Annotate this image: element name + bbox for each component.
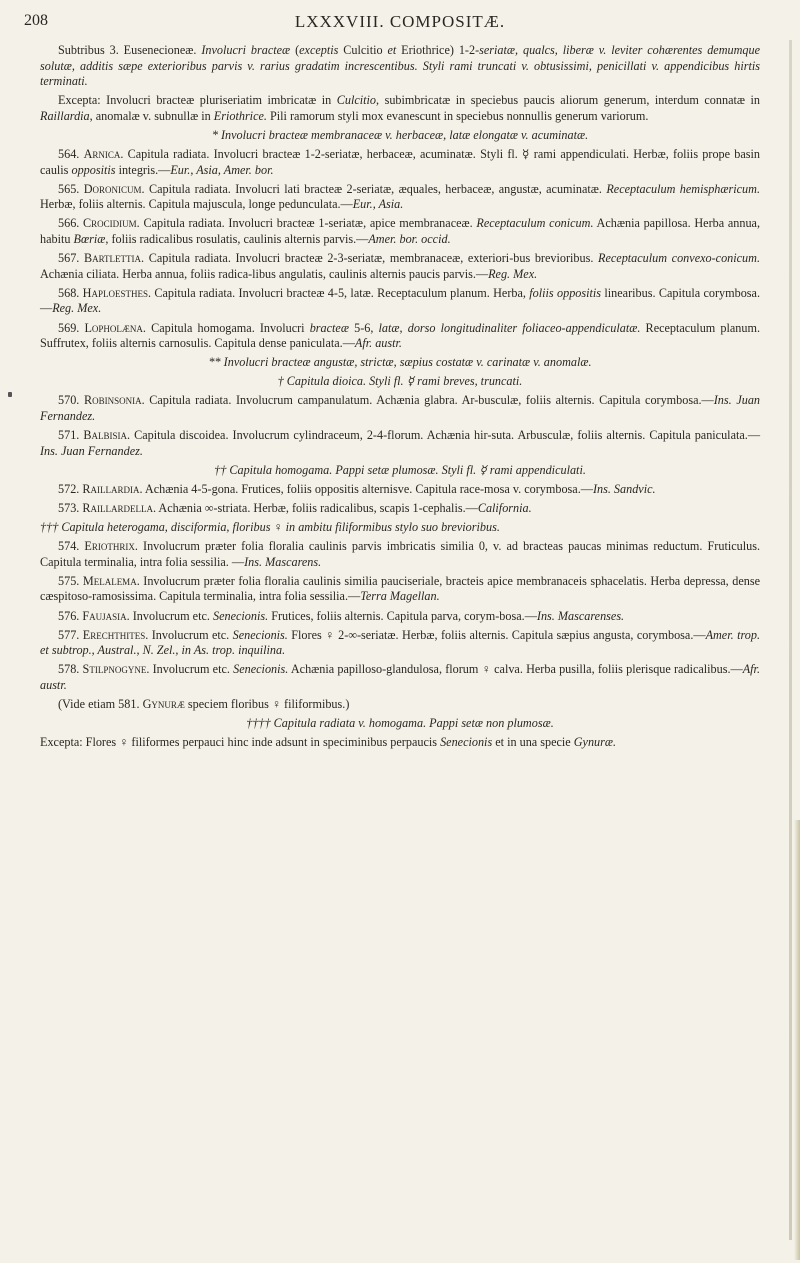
italic-text: latæ, dorso longitudinaliter foliaceo-appendiculatæ.	[378, 320, 641, 335]
genus-name: Faujasia.	[82, 608, 130, 623]
italic-text: Ins. Juan Fernandez.	[40, 393, 761, 423]
paragraph	[40, 147, 760, 178]
italic-text: Receptaculum conicum.	[476, 216, 594, 231]
italic-text: bracteæ	[309, 320, 349, 335]
paragraph	[40, 182, 760, 213]
section-heading	[40, 355, 760, 371]
text-run: linearibus. Capitula corymbosa.—	[40, 285, 760, 316]
text-run: Capitula radiata. Involucri bracteæ 4-5, latæ. Receptaculum planum. Herba,	[151, 285, 530, 300]
text-run: Involucrum etc.	[129, 608, 213, 623]
text-run: (Vide etiam 581.	[58, 696, 143, 711]
section-heading	[40, 716, 760, 732]
italic-text: Senecionis.	[232, 627, 288, 642]
running-title: LXXXVIII. COMPOSITÆ.	[294, 12, 506, 31]
genus-name: Gynuræ	[142, 696, 185, 711]
paragraph	[40, 93, 760, 124]
paragraph	[40, 393, 760, 424]
paragraph	[40, 482, 760, 498]
italic-text: † Capitula dioica. Styli fl. ☿ rami breves, truncati.	[277, 374, 523, 389]
genus-name: Eriothrix.	[84, 539, 138, 554]
paragraph	[40, 501, 760, 517]
italic-text: Raillardia	[40, 108, 90, 123]
italic-text: Afr. austr.	[40, 662, 760, 692]
text-run: Culcitio	[338, 43, 388, 57]
italic-text: Ins. Mascarenses.	[536, 608, 625, 623]
paragraph	[40, 216, 760, 247]
italic-text: Involucri bracteæ	[201, 43, 291, 57]
text-run: 573.	[58, 500, 83, 515]
paragraph	[40, 251, 760, 282]
italic-text: Ins. Mascarens.	[244, 554, 322, 569]
genus-name: Raillardia.	[82, 481, 143, 496]
paragraph	[40, 735, 760, 751]
text-run: Capitula homogama. Involucri	[145, 320, 310, 335]
genus-name: Lopholæna.	[84, 320, 146, 335]
text-run: 574.	[58, 539, 85, 554]
text-run: Excepta: Involucri bracteæ pluriseriatim imbricatæ in	[58, 93, 337, 108]
page-header	[24, 12, 776, 36]
genus-name: Raillardella.	[82, 500, 157, 515]
genus-name: Melalema.	[82, 573, 140, 588]
text-run: Involucrum præter folia floralia caulinis parvis imbricatis similia 0, v. ad bracteas paucas minimas reductum. Fruticulus. Capitula terminalia, intra folia sessilia. —	[40, 539, 761, 569]
text-run: , subimbricatæ in speciebus paucis aliorum generum, interdum connatæ in	[376, 93, 760, 108]
italic-text: ** Involucri bracteæ angustæ, strictæ, sæpius costatæ v. carinatæ v. anomalæ.	[208, 355, 592, 370]
page-gutter	[794, 820, 800, 1260]
paragraph	[40, 286, 760, 317]
text-run: integris.—	[115, 162, 171, 177]
text-run: Flores ♀ 2-∞-seriatæ. Herbæ, foliis alternis. Capitula sæpius angusta, corymbosa.—	[287, 627, 706, 642]
section-heading	[40, 128, 760, 144]
italic-text: Eriothrice.	[213, 108, 267, 123]
italic-text: Amer. trop. et subtrop., Austral., N. Zel., in As. trop. inquilina.	[40, 627, 760, 658]
text-run: Subtribus 3. Eusenecioneæ.	[58, 43, 202, 57]
text-run: 566.	[58, 216, 84, 231]
text-run: 572.	[58, 481, 83, 496]
text-run: 569.	[58, 320, 85, 335]
italic-text: Ins. Sandvic.	[592, 481, 656, 496]
paragraph	[40, 662, 760, 693]
paragraph	[40, 628, 760, 659]
text-run: et in una specie	[492, 735, 574, 750]
text-run: Involucrum etc.	[148, 627, 233, 642]
paragraph	[40, 428, 760, 459]
paragraph	[40, 321, 760, 352]
italic-text: ††† Capitula heterogama, disciformia, floribus ♀ in ambitu filiformibus stylo suo brevioribus.	[40, 520, 500, 535]
paragraph	[40, 43, 760, 90]
text-run: Herbæ, foliis alternis. Capitula majuscula, longe pedunculata.—	[40, 197, 353, 212]
italic-text: Reg. Mex.	[52, 301, 102, 316]
italic-text: Senecionis.	[233, 662, 289, 677]
text-run: Receptaculum planum. Suffrutex, foliis alternis carnosulis. Capitula dense paniculata.—	[40, 320, 761, 351]
text-run: Eriothrice) 1-2-	[396, 43, 480, 57]
text-run: Capitula radiata. Involucri bracteæ 2-3-seriatæ, membranaceæ, exteriori-bus brevioribus.	[144, 251, 599, 266]
italic-text: Senecionis	[440, 735, 493, 750]
italic-text: Eur., Asia, Amer. bor.	[170, 162, 274, 177]
text-run: Achænia ∞-striata. Herbæ, foliis radicalibus, scapis 1-cephalis.—	[156, 500, 478, 515]
text-run: 564.	[58, 147, 84, 162]
genus-name: Doronicum.	[83, 181, 145, 196]
genus-name: Bartlettia.	[83, 251, 145, 266]
page-edge	[789, 40, 792, 1240]
text-run: 577.	[58, 627, 83, 642]
text-run: 578.	[58, 662, 83, 677]
text-run: Achænia ciliata. Herba annua, foliis radica-libus angulatis, caulinis alternis paucis parvis.—	[40, 266, 489, 281]
italic-text: Terra Magellan.	[360, 589, 440, 604]
text-run: (	[290, 43, 300, 57]
italic-text: * Involucri bracteæ membranaceæ v. herbaceæ, latæ elongatæ v. acuminatæ.	[211, 127, 589, 142]
text-run: , anomalæ v. subnullæ in	[89, 108, 214, 123]
italic-text: Senecionis.	[212, 608, 269, 623]
section-heading	[40, 520, 760, 536]
genus-name: Haploesthes.	[82, 285, 152, 300]
text-run: Capitula radiata. Involucri lati bracteæ 2-seriatæ, æquales, herbaceæ, angustæ, acuminatæ.	[144, 181, 607, 196]
text-run: Involucrum etc.	[149, 662, 234, 677]
text-run: Capitula radiata. Involucrum campanulatum. Achænia glabra. Ar-busculæ, foliis alternis. Capitula corymbosa.—	[144, 393, 714, 408]
italic-text: †† Capitula homogama. Pappi setæ plumosæ. Styli fl. ☿ rami appendiculati.	[214, 462, 586, 477]
italic-text: Ins. Juan Fernandez.	[40, 443, 143, 458]
italic-text: et	[387, 43, 397, 57]
text-run: 570.	[58, 393, 84, 408]
text-run: Capitula radiata. Involucri bracteæ 1-seriatæ, apice membranaceæ.	[139, 216, 477, 231]
italic-text: Amer. bor. occid.	[368, 232, 451, 247]
text-run: 576.	[58, 608, 83, 623]
section-heading	[40, 374, 760, 390]
genus-name: Arnica.	[83, 147, 124, 162]
text-run: Capitula discoidea. Involucrum cylindraceum, 2-4-florum. Achænia hir-suta. Arbusculæ, foliis alternis. Capitula paniculata.—	[130, 428, 761, 443]
text-run: 5-6,	[348, 320, 379, 335]
text-run: Achænia papillosa. Herba annua, habitu	[40, 216, 760, 247]
italic-text: Reg. Mex.	[488, 266, 538, 281]
section-heading	[40, 463, 760, 479]
text-run: speciem floribus ♀ filiformibus.)	[184, 696, 350, 711]
genus-name: Erechthites.	[82, 627, 149, 642]
text-run: Pili ramorum styli mox evanescunt in speciebus nonnullis generum variorum.	[266, 108, 649, 123]
italic-text: seriatæ, qualcs, liberæ v. leviter cohærentes demumque solutæ, additis sæpe exterioribus parvis v. rarius gradatim increscentibus. Styli rami truncati v. obtusissimi, penicillati v. appendicibus hirtis terminati.	[40, 43, 760, 89]
text-run: 571.	[58, 428, 84, 443]
page-body	[40, 43, 760, 754]
italic-text: California.	[477, 500, 532, 515]
italic-text: Receptaculum convexo-conicum.	[598, 251, 760, 266]
paragraph	[40, 574, 760, 605]
text-run: Achænia papilloso-glandulosa, florum ♀ calva. Herba pusilla, foliis plerisque radicalibus.—	[288, 662, 743, 677]
italic-text: exceptis	[299, 43, 339, 57]
text-run: Involucrum præter folia floralia caulinis similia pauciseriale, bracteis apice membranaceis sphacelatis. Herba depressa, dense cæspitoso-ramosissima. Capitula terminalia, intra folia sessilia.—	[40, 573, 761, 604]
text-run: Achænia 4-5-gona. Frutices, foliis oppositis alternisve. Capitula race-mosa v. corymbosa.—	[142, 481, 593, 496]
italic-text: oppositis	[71, 162, 116, 177]
margin-mark	[8, 392, 12, 397]
italic-text: Gynuræ.	[573, 735, 617, 750]
italic-text: Eur., Asia.	[352, 197, 404, 212]
italic-text: Receptaculum hemisphæricum.	[606, 181, 761, 196]
text-run: 565.	[58, 181, 84, 196]
genus-name: Robinsonia.	[83, 393, 145, 408]
text-run: 567.	[58, 251, 84, 266]
text-run: 568.	[58, 285, 83, 300]
paragraph	[40, 697, 760, 713]
text-run: Excepta: Flores ♀ filiformes perpauci hinc inde adsunt in speciminibus perpaucis	[40, 735, 441, 750]
text-run: Frutices, foliis alternis. Capitula parva, corym-bosa.—	[268, 608, 537, 623]
genus-name: Balbisia.	[83, 428, 131, 443]
italic-text: Culcitio	[336, 93, 377, 108]
paragraph	[40, 609, 760, 625]
italic-text: Bœriæ	[73, 232, 106, 247]
text-run: 575.	[58, 573, 83, 588]
italic-text: †††† Capitula radiata v. homogama. Pappi setæ non plumosæ.	[246, 716, 554, 731]
italic-text: foliis oppositis	[529, 285, 602, 300]
text-run: Capitula radiata. Involucri bracteæ 1-2-seriatæ, herbaceæ, acuminatæ. Styli fl. ☿ rami appendiculati. Herbæ, foliis prope basin caulis	[40, 147, 760, 177]
paragraph	[40, 539, 760, 570]
genus-name: Crocidium.	[83, 216, 140, 231]
text-run: , foliis radicalibus rosulatis, caulinis alternis parvis.—	[105, 232, 369, 247]
page-number: 208	[24, 12, 48, 29]
genus-name: Stilpnogyne.	[82, 662, 150, 677]
italic-text: Afr. austr.	[354, 336, 402, 351]
